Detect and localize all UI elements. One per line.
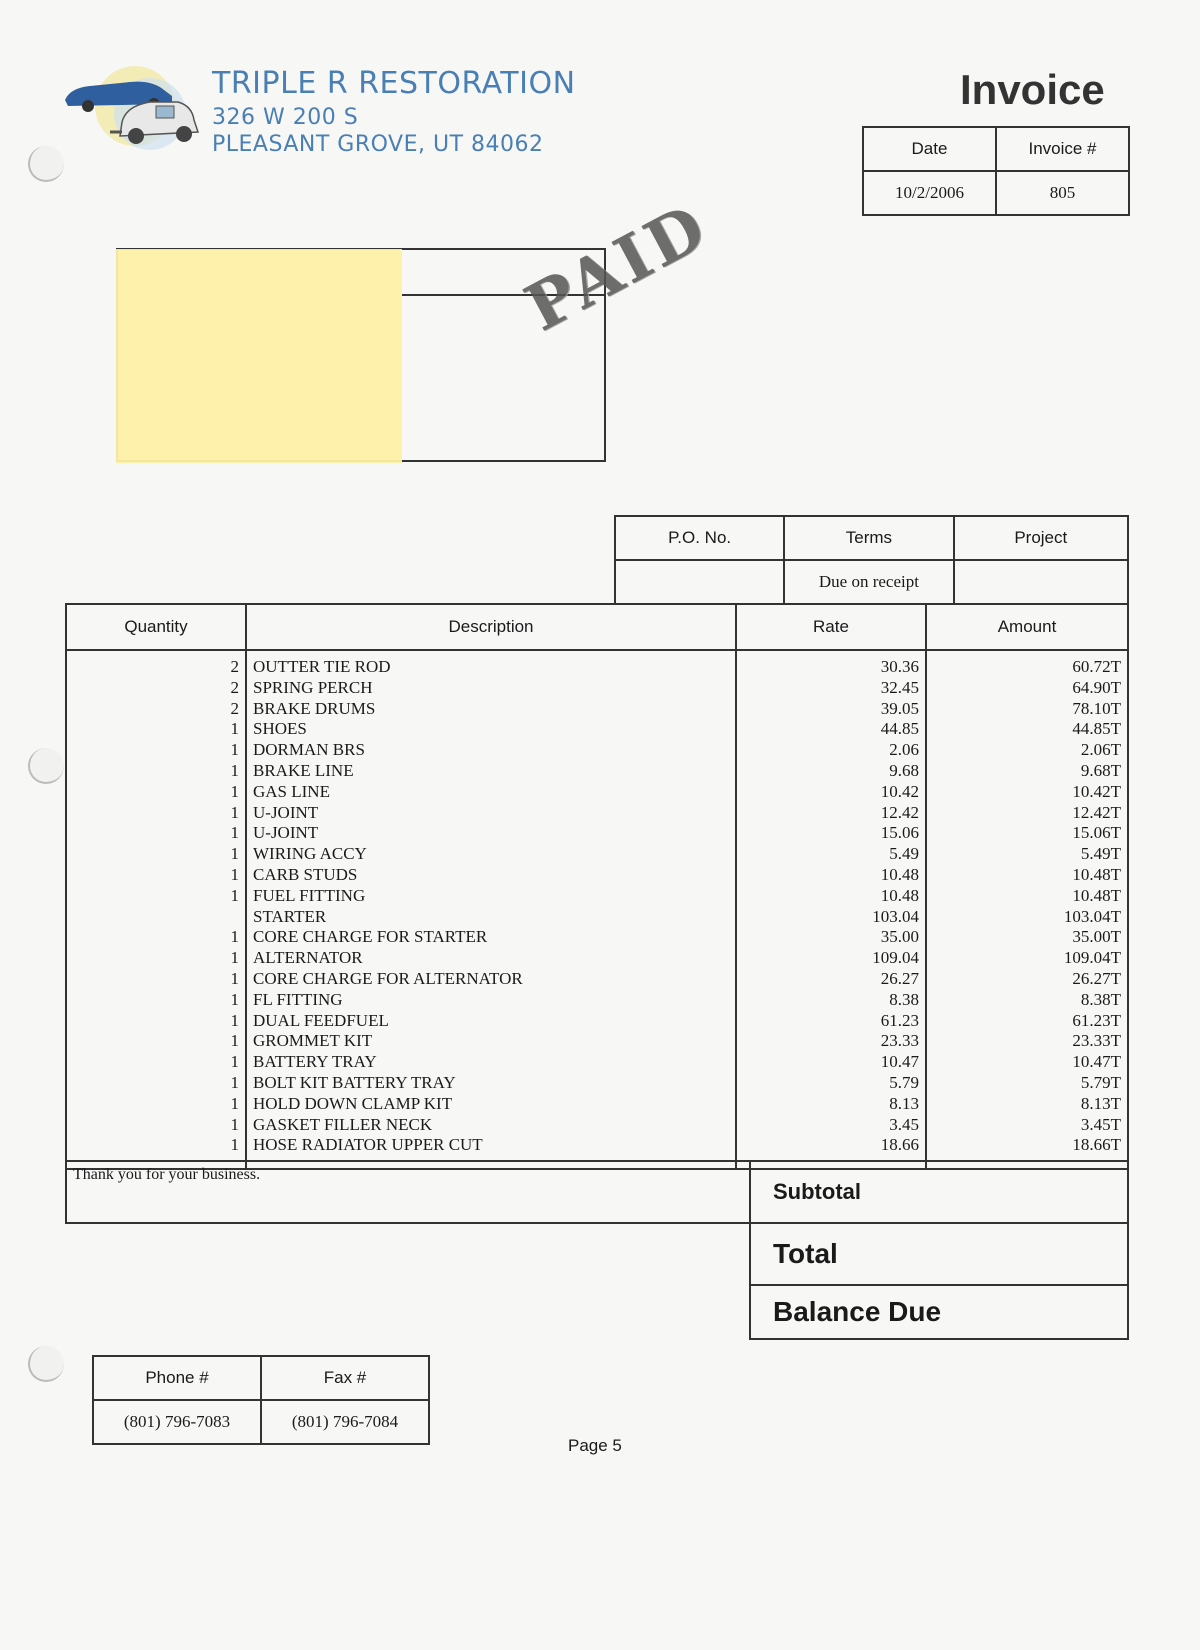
table-row xyxy=(66,803,1128,824)
item-description: WIRING ACCY xyxy=(246,844,736,865)
company-block xyxy=(212,66,576,157)
invoice-date: 10/2/2006 xyxy=(863,171,996,215)
item-description: HOSE RADIATOR UPPER CUT xyxy=(246,1135,736,1169)
item-rate: 23.33 xyxy=(736,1031,926,1052)
table-row xyxy=(66,886,1128,907)
item-description: BOLT KIT BATTERY TRAY xyxy=(246,1073,736,1094)
table-row xyxy=(66,844,1128,865)
page-number: Page 5 xyxy=(568,1436,622,1455)
item-quantity: 2 xyxy=(66,650,246,678)
item-quantity: 1 xyxy=(66,823,246,844)
item-amount: 10.48T xyxy=(926,886,1128,907)
item-amount: 64.90T xyxy=(926,678,1128,699)
item-amount: 3.45T xyxy=(926,1115,1128,1136)
po-value xyxy=(615,560,784,604)
table-row xyxy=(66,1094,1128,1115)
item-rate: 5.79 xyxy=(736,1073,926,1094)
table-row xyxy=(66,1052,1128,1073)
item-quantity: 1 xyxy=(66,1135,246,1169)
table-row xyxy=(66,761,1128,782)
project-label: Project xyxy=(954,516,1128,560)
item-rate: 109.04 xyxy=(736,948,926,969)
total-label: Total xyxy=(750,1223,1128,1285)
item-amount: 12.42T xyxy=(926,803,1128,824)
item-quantity: 1 xyxy=(66,948,246,969)
quantity-header: Quantity xyxy=(66,604,246,650)
table-row xyxy=(66,1115,1128,1136)
punch-hole-bottom xyxy=(28,1346,64,1382)
item-description: GROMMET KIT xyxy=(246,1031,736,1052)
invoice-number: 805 xyxy=(996,171,1129,215)
contact-table xyxy=(92,1355,430,1445)
item-rate: 103.04 xyxy=(736,907,926,928)
item-amount: 60.72T xyxy=(926,650,1128,678)
item-quantity: 1 xyxy=(66,740,246,761)
phone-number: (801) 796-7083 xyxy=(93,1400,261,1444)
item-amount: 78.10T xyxy=(926,699,1128,720)
item-amount: 103.04T xyxy=(926,907,1128,928)
punch-hole-middle xyxy=(28,748,64,784)
item-amount: 8.13T xyxy=(926,1094,1128,1115)
table-row xyxy=(66,782,1128,803)
subtotal-label: Subtotal xyxy=(750,1161,1128,1223)
item-amount: 9.68T xyxy=(926,761,1128,782)
item-description: CORE CHARGE FOR ALTERNATOR xyxy=(246,969,736,990)
item-description: FUEL FITTING xyxy=(246,886,736,907)
item-rate: 10.42 xyxy=(736,782,926,803)
item-amount: 2.06T xyxy=(926,740,1128,761)
item-quantity: 1 xyxy=(66,969,246,990)
item-description: GASKET FILLER NECK xyxy=(246,1115,736,1136)
invoice-no-label: Invoice # xyxy=(996,127,1129,171)
document-title: Invoice xyxy=(960,66,1105,113)
table-row xyxy=(66,990,1128,1011)
punch-hole-top xyxy=(28,146,64,182)
item-rate: 44.85 xyxy=(736,719,926,740)
item-amount: 15.06T xyxy=(926,823,1128,844)
item-description: DUAL FEEDFUEL xyxy=(246,1011,736,1032)
item-rate: 35.00 xyxy=(736,927,926,948)
table-row xyxy=(66,1031,1128,1052)
item-amount: 109.04T xyxy=(926,948,1128,969)
item-amount: 10.42T xyxy=(926,782,1128,803)
table-row xyxy=(66,678,1128,699)
item-rate: 3.45 xyxy=(736,1115,926,1136)
item-amount: 10.48T xyxy=(926,865,1128,886)
table-row xyxy=(66,740,1128,761)
table-row xyxy=(66,699,1128,720)
item-quantity: 2 xyxy=(66,699,246,720)
line-items-table xyxy=(65,603,1129,1170)
table-row xyxy=(66,719,1128,740)
item-description: U-JOINT xyxy=(246,803,736,824)
item-rate: 10.48 xyxy=(736,886,926,907)
fax-label: Fax # xyxy=(261,1356,429,1400)
item-quantity: 1 xyxy=(66,886,246,907)
item-amount: 5.79T xyxy=(926,1073,1128,1094)
table-row xyxy=(66,948,1128,969)
item-quantity: 1 xyxy=(66,1094,246,1115)
po-label: P.O. No. xyxy=(615,516,784,560)
company-name: TRIPLE R RESTORATION xyxy=(212,66,576,101)
table-row xyxy=(66,650,1128,678)
item-quantity: 1 xyxy=(66,927,246,948)
item-amount: 35.00T xyxy=(926,927,1128,948)
amount-header: Amount xyxy=(926,604,1128,650)
table-row xyxy=(66,927,1128,948)
item-amount: 26.27T xyxy=(926,969,1128,990)
terms-label: Terms xyxy=(784,516,953,560)
item-description: OUTTER TIE ROD xyxy=(246,650,736,678)
item-amount: 5.49T xyxy=(926,844,1128,865)
item-quantity: 1 xyxy=(66,865,246,886)
fax-number: (801) 796-7084 xyxy=(261,1400,429,1444)
item-description: BRAKE LINE xyxy=(246,761,736,782)
item-amount: 8.38T xyxy=(926,990,1128,1011)
item-rate: 30.36 xyxy=(736,650,926,678)
description-header: Description xyxy=(246,604,736,650)
table-row xyxy=(66,865,1128,886)
table-row xyxy=(66,1011,1128,1032)
item-quantity: 1 xyxy=(66,782,246,803)
item-description: ALTERNATOR xyxy=(246,948,736,969)
item-amount: 10.47T xyxy=(926,1052,1128,1073)
paid-stamp: PAID xyxy=(513,188,721,347)
item-quantity: 1 xyxy=(66,761,246,782)
item-description: SHOES xyxy=(246,719,736,740)
item-quantity: 1 xyxy=(66,1052,246,1073)
terms-value: Due on receipt xyxy=(784,560,953,604)
item-amount: 18.66T xyxy=(926,1135,1128,1169)
item-rate: 8.13 xyxy=(736,1094,926,1115)
table-row xyxy=(66,907,1128,928)
item-description: BATTERY TRAY xyxy=(246,1052,736,1073)
item-description: SPRING PERCH xyxy=(246,678,736,699)
item-rate: 10.48 xyxy=(736,865,926,886)
phone-label: Phone # xyxy=(93,1356,261,1400)
item-description: CORE CHARGE FOR STARTER xyxy=(246,927,736,948)
car-logo-icon xyxy=(60,62,210,154)
item-description: U-JOINT xyxy=(246,823,736,844)
rate-header: Rate xyxy=(736,604,926,650)
project-value xyxy=(954,560,1128,604)
balance-due-label: Balance Due xyxy=(750,1285,1128,1339)
order-info-table xyxy=(614,515,1129,605)
item-quantity: 1 xyxy=(66,990,246,1011)
item-rate: 18.66 xyxy=(736,1135,926,1169)
item-quantity: 1 xyxy=(66,1115,246,1136)
item-rate: 15.06 xyxy=(736,823,926,844)
company-address-line1: 326 W 200 S xyxy=(212,105,359,130)
item-rate: 32.45 xyxy=(736,678,926,699)
item-rate: 9.68 xyxy=(736,761,926,782)
item-quantity xyxy=(66,907,246,928)
item-quantity: 1 xyxy=(66,1073,246,1094)
item-quantity: 1 xyxy=(66,1031,246,1052)
item-description: HOLD DOWN CLAMP KIT xyxy=(246,1094,736,1115)
table-row xyxy=(66,1073,1128,1094)
table-row xyxy=(66,969,1128,990)
date-label: Date xyxy=(863,127,996,171)
item-rate: 39.05 xyxy=(736,699,926,720)
item-rate: 5.49 xyxy=(736,844,926,865)
item-description: BRAKE DRUMS xyxy=(246,699,736,720)
company-address-line2: PLEASANT GROVE, UT 84062 xyxy=(212,132,544,157)
item-description: DORMAN BRS xyxy=(246,740,736,761)
item-quantity: 1 xyxy=(66,803,246,824)
item-rate: 61.23 xyxy=(736,1011,926,1032)
item-quantity: 1 xyxy=(66,1011,246,1032)
table-row xyxy=(66,823,1128,844)
item-quantity: 1 xyxy=(66,844,246,865)
item-description: GAS LINE xyxy=(246,782,736,803)
item-quantity: 2 xyxy=(66,678,246,699)
item-amount: 23.33T xyxy=(926,1031,1128,1052)
item-description: FL FITTING xyxy=(246,990,736,1011)
item-description: STARTER xyxy=(246,907,736,928)
item-rate: 2.06 xyxy=(736,740,926,761)
summary-table xyxy=(65,1160,1129,1340)
thank-you-note: Thank you for your business. xyxy=(66,1161,750,1223)
item-amount: 61.23T xyxy=(926,1011,1128,1032)
invoice-header-table xyxy=(862,126,1130,216)
item-rate: 10.47 xyxy=(736,1052,926,1073)
item-quantity: 1 xyxy=(66,719,246,740)
item-rate: 26.27 xyxy=(736,969,926,990)
item-rate: 8.38 xyxy=(736,990,926,1011)
redaction-sticky-note xyxy=(116,249,402,463)
item-rate: 12.42 xyxy=(736,803,926,824)
item-amount: 44.85T xyxy=(926,719,1128,740)
item-description: CARB STUDS xyxy=(246,865,736,886)
